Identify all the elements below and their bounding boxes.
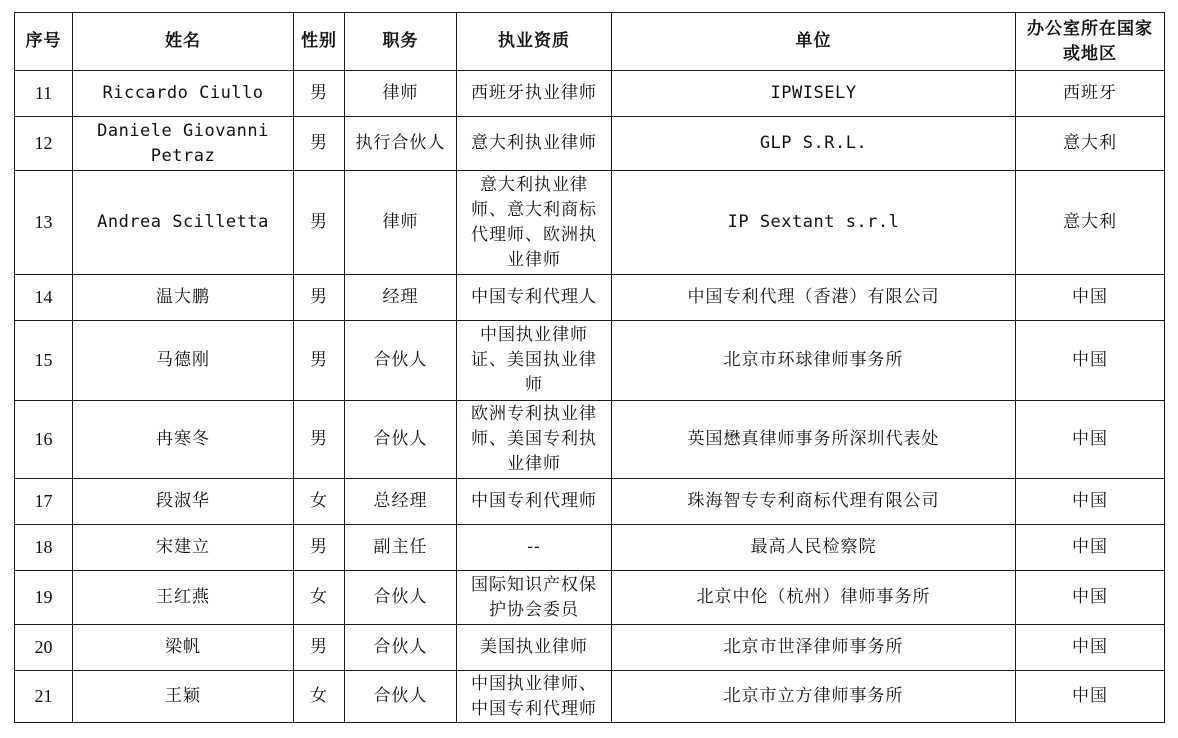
row-organization: GLP S.R.L. [612, 117, 1016, 171]
row-organization: IP Sextant s.r.l [612, 171, 1016, 275]
row-country: 中国 [1016, 571, 1165, 625]
header-organization: 单位 [612, 13, 1016, 71]
row-organization: 英国懋真律师事务所深圳代表处 [612, 401, 1016, 479]
qualification-line: -- [527, 537, 541, 557]
row-country: 中国 [1016, 625, 1165, 671]
name-line: Daniele Giovanni [97, 120, 269, 141]
row-gender: 男 [294, 117, 345, 171]
row-organization: 珠海智专专利商标代理有限公司 [612, 479, 1016, 525]
row-gender: 男 [294, 171, 345, 275]
qualification-line: 师、美国专利执 [471, 429, 597, 449]
row-country: 意大利 [1016, 171, 1165, 275]
qualification-line: 美国执业律师 [480, 637, 588, 657]
row-index: 16 [15, 401, 73, 479]
name-line: 马德刚 [156, 350, 210, 370]
row-qualification [457, 275, 612, 321]
row-gender: 男 [294, 275, 345, 321]
table-row [15, 625, 1165, 671]
row-position: 律师 [345, 171, 457, 275]
row-country: 中国 [1016, 671, 1165, 723]
row-position: 合伙人 [345, 671, 457, 723]
row-gender: 男 [294, 71, 345, 117]
row-position: 副主任 [345, 525, 457, 571]
qualification-line: 中国专利代理师 [471, 491, 597, 511]
row-qualification [457, 525, 612, 571]
row-organization: 最高人民检察院 [612, 525, 1016, 571]
row-qualification [457, 117, 612, 171]
qualification-line: 护协会委员 [489, 599, 579, 620]
row-qualification [457, 321, 612, 401]
header-row [15, 13, 1165, 71]
row-index: 17 [15, 479, 73, 525]
row-position: 律师 [345, 71, 457, 117]
header-gender: 性别 [294, 13, 345, 71]
row-gender: 男 [294, 625, 345, 671]
row-name [73, 479, 294, 525]
row-position: 经理 [345, 275, 457, 321]
row-qualification [457, 479, 612, 525]
row-index: 14 [15, 275, 73, 321]
qualification-line: 证、美国执业律 [471, 350, 597, 370]
name-line: Andrea Scilletta [97, 212, 269, 232]
row-name [73, 275, 294, 321]
row-name [73, 171, 294, 275]
row-organization: IPWISELY [612, 71, 1016, 117]
member-table [14, 12, 1165, 723]
row-position: 合伙人 [345, 625, 457, 671]
row-qualification [457, 71, 612, 117]
name-line: 梁帆 [165, 637, 201, 657]
table-row [15, 117, 1165, 171]
row-organization: 北京市世泽律师事务所 [612, 625, 1016, 671]
row-index: 18 [15, 525, 73, 571]
row-name [73, 401, 294, 479]
row-position: 总经理 [345, 479, 457, 525]
row-organization: 中国专利代理（香港）有限公司 [612, 275, 1016, 321]
name-line: 冉寒冬 [156, 429, 210, 449]
row-gender: 男 [294, 321, 345, 401]
qualification-line: 意大利执业律 [480, 174, 588, 195]
table-row [15, 479, 1165, 525]
name-line: 王红燕 [156, 587, 210, 607]
header-index: 序号 [15, 13, 73, 71]
header-name: 姓名 [73, 13, 294, 71]
row-position: 执行合伙人 [345, 117, 457, 171]
qualification-line: 中国执业律师、 [471, 673, 597, 694]
row-gender: 女 [294, 479, 345, 525]
row-name [73, 117, 294, 171]
row-organization: 北京市立方律师事务所 [612, 671, 1016, 723]
table-row [15, 401, 1165, 479]
row-organization: 北京中伦（杭州）律师事务所 [612, 571, 1016, 625]
name-line: 宋建立 [156, 537, 210, 557]
qualification-line: 西班牙执业律师 [471, 83, 597, 103]
table-row [15, 671, 1165, 723]
row-qualification [457, 401, 612, 479]
row-organization: 北京市环球律师事务所 [612, 321, 1016, 401]
qualification-line: 中国执业律师 [480, 325, 588, 345]
row-index: 15 [15, 321, 73, 401]
qualification-line: 欧洲专利执业律 [471, 404, 597, 424]
row-position: 合伙人 [345, 321, 457, 401]
name-line: 段淑华 [156, 491, 210, 511]
row-position: 合伙人 [345, 571, 457, 625]
row-country: 意大利 [1016, 117, 1165, 171]
row-name [73, 71, 294, 117]
row-gender: 女 [294, 671, 345, 723]
qualification-line: 代理师、欧洲执 [471, 224, 597, 245]
header-country-line2: 或地区 [1063, 43, 1117, 64]
table-body [15, 71, 1165, 723]
row-qualification [457, 171, 612, 275]
qualification-line: 意大利执业律师 [471, 133, 597, 153]
name-line: 温大鹏 [156, 287, 210, 307]
qualification-line: 中国专利代理师 [471, 698, 597, 719]
row-country: 中国 [1016, 525, 1165, 571]
table-row [15, 171, 1165, 275]
name-line: Petraz [150, 145, 216, 166]
row-index: 13 [15, 171, 73, 275]
row-index: 11 [15, 71, 73, 117]
row-country: 中国 [1016, 275, 1165, 321]
row-country: 中国 [1016, 321, 1165, 401]
qualification-line: 师 [525, 375, 543, 395]
row-country: 中国 [1016, 479, 1165, 525]
header-country-line1: 办公室所在国家 [1027, 18, 1153, 39]
row-gender: 男 [294, 401, 345, 479]
qualification-line: 业律师 [507, 454, 561, 474]
table-row [15, 525, 1165, 571]
row-index: 12 [15, 117, 73, 171]
row-name [73, 671, 294, 723]
qualification-line: 中国专利代理人 [471, 287, 597, 307]
table-row [15, 275, 1165, 321]
row-name [73, 625, 294, 671]
row-name [73, 321, 294, 401]
row-index: 20 [15, 625, 73, 671]
header-position: 职务 [345, 13, 457, 71]
row-index: 21 [15, 671, 73, 723]
table-row [15, 321, 1165, 401]
row-gender: 男 [294, 525, 345, 571]
table-row [15, 71, 1165, 117]
row-country: 中国 [1016, 401, 1165, 479]
row-name [73, 571, 294, 625]
name-line: Riccardo Ciullo [102, 83, 264, 103]
row-qualification [457, 671, 612, 723]
qualification-line: 国际知识产权保 [471, 574, 597, 595]
header-qualification: 执业资质 [457, 13, 612, 71]
row-qualification [457, 571, 612, 625]
name-line: 王颖 [165, 686, 201, 706]
table-row [15, 571, 1165, 625]
qualification-line: 业律师 [507, 249, 561, 270]
qualification-line: 师、意大利商标 [471, 199, 597, 220]
row-index: 19 [15, 571, 73, 625]
row-qualification [457, 625, 612, 671]
row-gender: 女 [294, 571, 345, 625]
row-name [73, 525, 294, 571]
header-country [1016, 13, 1165, 71]
row-position: 合伙人 [345, 401, 457, 479]
row-country: 西班牙 [1016, 71, 1165, 117]
